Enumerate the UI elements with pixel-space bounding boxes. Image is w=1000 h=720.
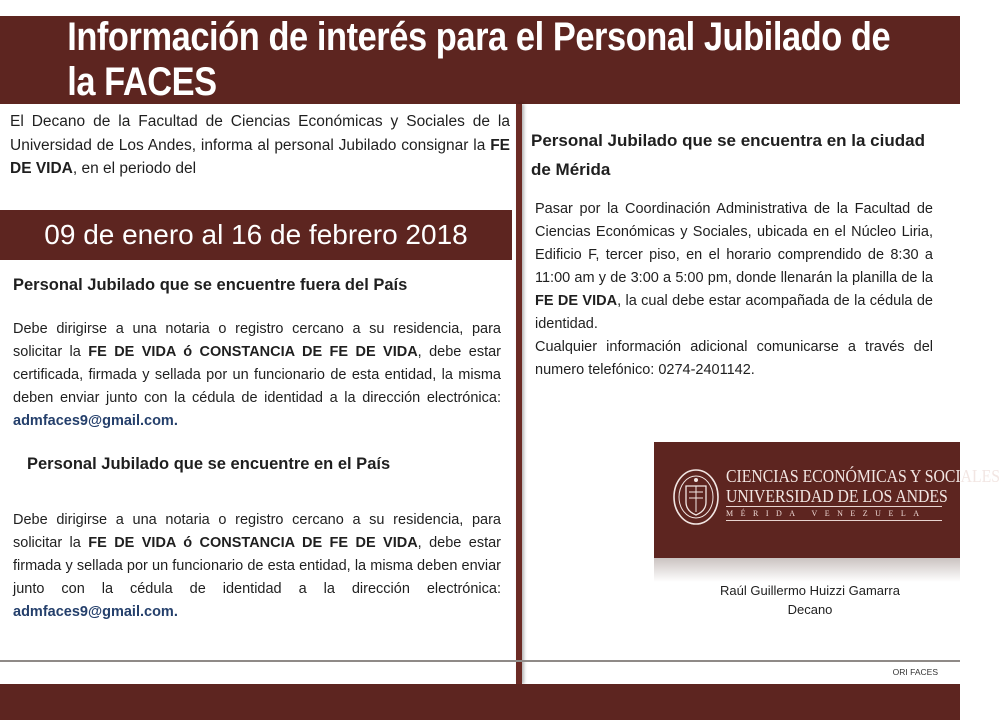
abroad-heading: Personal Jubilado que se encuentre fuera del País (13, 276, 408, 294)
page-title: Información de interés para el Personal Jubilado de la FACES (67, 15, 891, 104)
logo-rule-top (726, 506, 942, 507)
abroad-email-link[interactable]: admfaces9@gmail.com. (13, 413, 178, 429)
abroad-bold: FE DE VIDA ó CONSTANCIA DE FE DE VIDA (88, 344, 418, 360)
domestic-heading: Personal Jubilado que se encuentre en el País (27, 455, 391, 473)
merida-contact: Cualquier información adicional comunicarse a través del numero telefónico: 0274-2401142. (535, 339, 933, 378)
date-range-banner: 09 de enero al 16 de febrero 2018 (0, 210, 512, 260)
footer-banner (0, 684, 960, 720)
merida-paragraph (535, 198, 933, 382)
intro-bold: FE DE VIDA (10, 136, 510, 177)
footer-tag: ORI FACES (892, 667, 938, 677)
abroad-text-1: Debe dirigirse a una notaria o registro cercano a su residencia, para solicitar la (13, 321, 501, 360)
abroad-paragraph (13, 318, 501, 433)
header-banner (0, 16, 960, 104)
logo-line-1: CIENCIAS ECONÓMICAS Y SOCIALES (726, 466, 1000, 486)
merida-text-2: , la cual debe estar acompañada de la cédula de identidad. (535, 293, 933, 332)
intro-paragraph (10, 110, 510, 181)
abroad-text-2: , debe estar certificada, firmada y sellada por un funcionario de esta entidad, la misma deben enviar junto con la cédula de identidad a la dirección electrónica: (13, 344, 502, 406)
merida-heading: Personal Jubilado que se encuentra en la ciudad de Mérida (531, 131, 925, 179)
merida-bold: FE DE VIDA (535, 293, 618, 309)
signature-name: Raúl Guillermo Huizzi Gamarra (720, 583, 900, 598)
footer-divider (0, 660, 960, 662)
domestic-text-1: Debe dirigirse a una notaria o registro cercano a su residencia, para solicitar la (13, 512, 501, 551)
intro-text: El Decano de la Facultad de Ciencias Económicas y Sociales de la Universidad de Los Andes, informa al personal Jubilado consignar la (10, 113, 510, 154)
intro-text-after: , en el periodo del (72, 160, 197, 177)
logo-shadow (654, 558, 960, 582)
domestic-paragraph (13, 509, 501, 624)
domestic-email-link[interactable]: admfaces9@gmail.com. (13, 604, 178, 620)
domestic-text-2: , debe estar firmada y sellada por un funcionario de esta entidad, la misma deben enviar junto con la cédula de identidad a la dirección electrónica: (13, 535, 502, 597)
logo-rule-bottom (726, 520, 942, 521)
domestic-bold: FE DE VIDA ó CONSTANCIA DE FE DE VIDA (88, 535, 418, 551)
university-seal-icon (672, 468, 720, 526)
logo-line-2: UNIVERSIDAD DE LOS ANDES (726, 486, 948, 506)
logo-line-3: MÉRIDA VENEZUELA (726, 509, 927, 518)
merida-text-1: Pasar por la Coordinación Administrativa de la Facultad de Ciencias Económicas y Sociales, ubicada en el Núcleo Liria, Edificio F, tercer piso, en el horario comprendido de 8:30 a 11:00 am y de 3:00 a 5:00 pm, donde llenarán la planilla de la (535, 201, 933, 286)
signature-role: Decano (787, 602, 833, 617)
column-divider (516, 104, 522, 684)
